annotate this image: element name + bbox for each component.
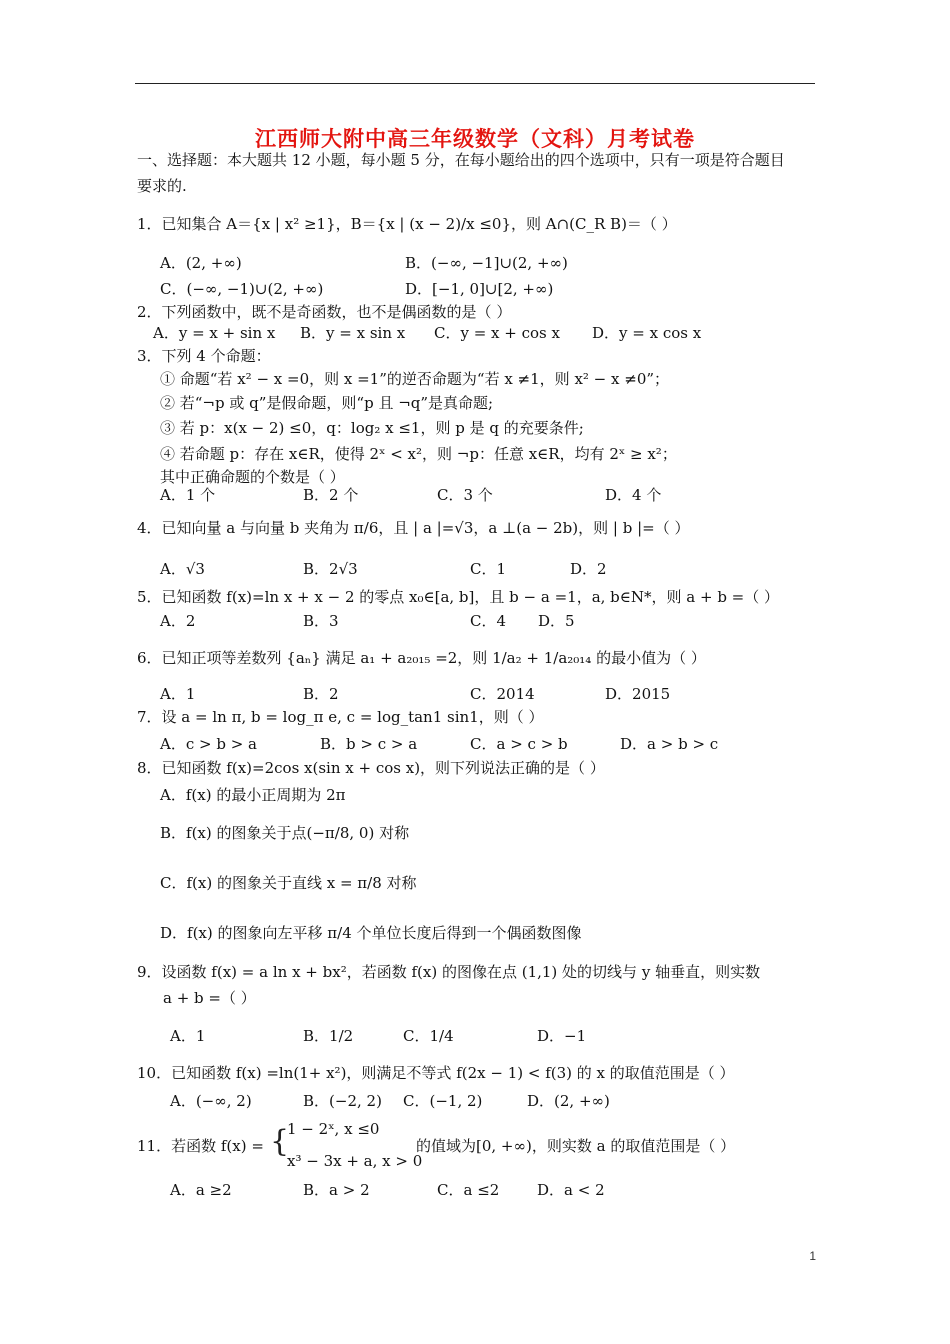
q5-option-a: A．2	[160, 612, 196, 630]
q2-option-d: D．y = x cos x	[592, 324, 702, 342]
question-1: 1．已知集合 A＝{x | x² ≥1}，B＝{x | (x − 2)/x ≤0}，则 A∩(C_R B)＝（ ）	[137, 215, 677, 233]
question-8: 8．已知函数 f(x)=2cos x(sin x + cos x)，则下列说法正确的是（ ）	[137, 759, 605, 777]
section-intro-cont: 要求的.	[137, 177, 187, 195]
q3-statement-2: ② 若“¬p 或 q”是假命题，则“p 且 ¬q”是真命题;	[160, 394, 494, 412]
question-2: 2．下列函数中，既不是奇函数，也不是偶函数的是（ ）	[137, 303, 512, 321]
q1-option-c: C．(−∞, −1)∪(2, +∞)	[160, 280, 324, 298]
q10-option-d: D．(2, +∞)	[527, 1092, 610, 1110]
q6-option-b: B．2	[303, 685, 339, 703]
section-intro: 一、选择题：本大题共 12 小题，每小题 5 分，在每小题给出的四个选项中，只有一项是符合题目	[137, 151, 785, 169]
q6-option-a: A．1	[160, 685, 196, 703]
q4-option-a: A．√3	[160, 560, 205, 578]
q4-option-d: D．2	[570, 560, 607, 578]
question-5: 5．已知函数 f(x)=ln x + x − 2 的零点 x₀∈[a, b]，且 b − a =1，a, b∈N*，则 a + b =（ ）	[137, 588, 780, 606]
q11-option-c: C．a ≤2	[437, 1181, 500, 1199]
q3-option-c: C．3 个	[437, 486, 493, 504]
q11-option-a: A．a ≥2	[170, 1181, 232, 1199]
question-4: 4．已知向量 a 与向量 b 夹角为 π/6，且 | a |=√3，a ⊥(a − 2b)，则 | b |=（ ）	[137, 519, 690, 537]
q7-option-a: A．c > b > a	[160, 735, 257, 753]
q4-option-b: B．2√3	[303, 560, 358, 578]
q1-option-b: B．(−∞, −1]∪(2, +∞)	[405, 254, 568, 272]
q10-option-b: B．(−2, 2)	[303, 1092, 382, 1110]
piecewise-brace: {	[270, 1124, 290, 1159]
q1-option-a: A．(2, +∞)	[160, 254, 242, 272]
q8-option-a: A．f(x) 的最小正周期为 2π	[160, 786, 346, 804]
q10-option-c: C．(−1, 2)	[403, 1092, 483, 1110]
question-11: 11．若函数 f(x) =	[137, 1137, 264, 1155]
q2-option-b: B．y = x sin x	[300, 324, 406, 342]
q3-statement-1: ① 命题“若 x² − x =0，则 x =1”的逆否命题为“若 x ≠1，则 x² − x ≠0”；	[160, 370, 670, 388]
q5-option-c: C．4	[470, 612, 507, 630]
q3-option-b: B．2 个	[303, 486, 359, 504]
exam-title: 江西师大附中高三年级数学（文科）月考试卷	[255, 126, 695, 151]
q5-option-b: B．3	[303, 612, 339, 630]
q11-piece-1: 1 − 2ˣ, x ≤0	[287, 1120, 380, 1138]
question-10: 10．已知函数 f(x) =ln(1+ x²)，则满足不等式 f(2x − 1) < f(3) 的 x 的取值范围是（ ）	[137, 1064, 735, 1082]
q8-option-c: C．f(x) 的图象关于直线 x = π/8 对称	[160, 874, 417, 892]
q7-option-c: C．a > c > b	[470, 735, 568, 753]
q9-option-a: A．1	[170, 1027, 206, 1045]
q3-prompt: 其中正确命题的个数是（ ）	[160, 468, 345, 486]
q1-option-d: D．[−1, 0]∪[2, +∞)	[405, 280, 554, 298]
q2-option-c: C．y = x + cos x	[434, 324, 560, 342]
q6-option-d: D．2015	[605, 685, 671, 703]
q9-option-d: D．−1	[537, 1027, 587, 1045]
q3-statement-3: ③ 若 p：x(x − 2) ≤0，q：log₂ x ≤1，则 p 是 q 的充要条件;	[160, 419, 584, 437]
q8-option-d: D．f(x) 的图象向左平移 π/4 个单位长度后得到一个偶函数图像	[160, 924, 582, 942]
q11-option-b: B．a > 2	[303, 1181, 370, 1199]
q7-option-d: D．a > b > c	[620, 735, 719, 753]
page-number: 1	[809, 1249, 816, 1263]
q2-option-a: A．y = x + sin x	[153, 324, 276, 342]
q3-option-d: D．4 个	[605, 486, 662, 504]
question-7: 7．设 a = ln π, b = log_π e, c = log_tan1 sin1，则（ ）	[137, 708, 544, 726]
q5-option-d: D．5	[538, 612, 575, 630]
question-3: 3．下列 4 个命题：	[137, 347, 271, 365]
q9-option-c: C．1/4	[403, 1027, 454, 1045]
q4-option-c: C．1	[470, 560, 507, 578]
q11-option-d: D．a < 2	[537, 1181, 605, 1199]
q6-option-c: C．2014	[470, 685, 535, 703]
header-rule	[135, 83, 815, 84]
q3-option-a: A．1 个	[160, 486, 216, 504]
q11-piece-2: x³ − 3x + a, x > 0	[287, 1152, 423, 1170]
q9-option-b: B．1/2	[303, 1027, 354, 1045]
q7-option-b: B．b > c > a	[320, 735, 418, 753]
question-11-cont: 的值域为[0, +∞)，则实数 a 的取值范围是（ ）	[416, 1137, 736, 1155]
q3-statement-4: ④ 若命题 p：存在 x∈R，使得 2ˣ < x²，则 ¬p：任意 x∈R，均有 2ˣ ≥ x²；	[160, 445, 677, 463]
question-9: 9．设函数 f(x) = a ln x + bx²，若函数 f(x) 的图像在点 (1,1) 处的切线与 y 轴垂直，则实数	[137, 963, 761, 981]
q8-option-b: B．f(x) 的图象关于点(−π/8, 0) 对称	[160, 824, 410, 842]
question-6: 6．已知正项等差数列 {aₙ} 满足 a₁ + a₂₀₁₅ =2，则 1/a₂ + 1/a₂₀₁₄ 的最小值为（ ）	[137, 649, 706, 667]
q10-option-a: A．(−∞, 2)	[170, 1092, 252, 1110]
question-9-cont: a + b =（ ）	[163, 989, 256, 1007]
